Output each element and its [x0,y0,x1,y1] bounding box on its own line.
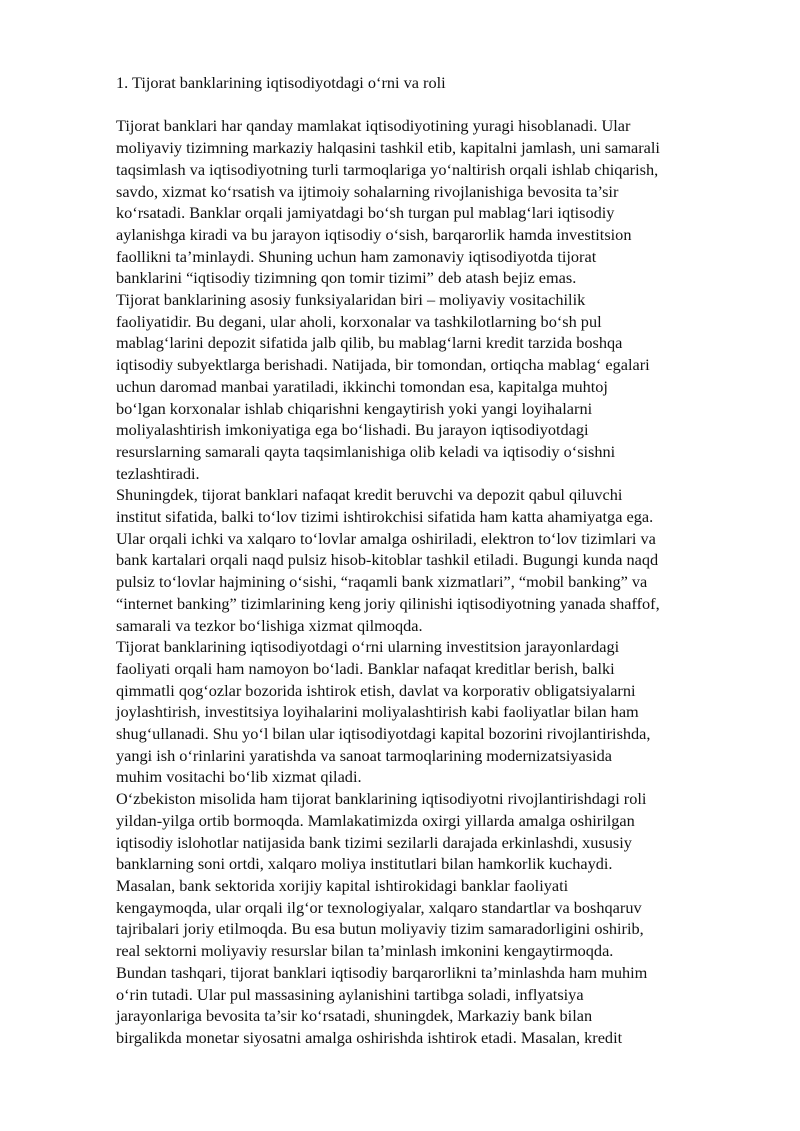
text-line: Bundan tashqari, tijorat banklari iqtisodiy barqarorlikni ta’minlashda ham muhim [116,962,648,982]
paragraph [116,289,746,484]
text-line: real sektorni moliyaviy resurslar bilan ta’minlash imkonini kengaytirmoqda. [116,941,614,961]
text-line: yildan-yilga ortib bormoqda. Mamlakatimizda oxirgi yillarda amalga oshirilgan [116,810,635,830]
text-line: mablag‘larini depozit sifatida jalb qilib, bu mablag‘larni kredit tarzida boshqa [116,333,623,353]
text-line: savdo, xizmat ko‘rsatish va ijtimoiy sohalarning rivojlanishiga bevosita ta’sir [116,181,619,201]
text-line: samarali va tezkor bo‘lishiga xizmat qilmoqda. [116,615,423,635]
heading-spacer [116,94,746,116]
text-line: ko‘rsatadi. Banklar orqali jamiyatdagi bo‘sh turgan pul mablag‘lari iqtisodiy [116,203,615,223]
text-line: banklarning soni ortdi, xalqaro moliya institutlari bilan hamkorlik kuchaydi. [116,854,613,874]
text-line: tajribalari joriy etilmoqda. Bu esa butun moliyaviy tizim samaradorligini oshirib, [116,919,644,939]
document-page [116,72,746,1049]
text-line: o‘rin tutadi. Ular pul massasining aylanishini tartibga soladi, inflyatsiya [116,984,584,1004]
text-line: qimmatli qog‘ozlar bozorida ishtirok etish, davlat va korporativ obligatsiyalarni [116,680,636,700]
paragraph [116,115,746,289]
paragraph [116,962,746,1049]
text-line: muhim vositachi bo‘lib xizmat qiladi. [116,767,362,787]
text-line: institut sifatida, balki to‘lov tizimi ishtirokchisi sifatida ham katta ahamiyatga ega. [116,507,654,527]
text-line: Tijorat banklarining asosiy funksiyalaridan biri – moliyaviy vositachilik [116,290,586,310]
text-line: moliyaviy tizimning markaziy halqasini tashkil etib, kapitalni jamlash, uni samarali [116,138,660,158]
paragraph [116,788,746,962]
text-line: Tijorat banklarining iqtisodiyotdagi o‘rni ularning investitsion jarayonlardagi [116,637,620,657]
text-line: uchun daromad manbai yaratiladi, ikkinchi tomondan esa, kapitalga muhtoj [116,376,608,396]
text-line: faoliyatidir. Bu degani, ular aholi, korxonalar va tashkilotlarning bo‘sh pul [116,311,602,331]
text-line: “internet banking” tizimlarining keng joriy qilinishi iqtisodiyotning yanada shaffof, [116,593,660,613]
text-line: aylanishga kiradi va bu jarayon iqtisodiy o‘sish, barqarorlik hamda investitsion [116,224,632,244]
text-line: kengaymoqda, ular orqali ilg‘or texnologiyalar, xalqaro standartlar va boshqaruv [116,897,642,917]
text-line: shug‘ullanadi. Shu yo‘l bilan ular iqtisodiyotdagi kapital bozorini rivojlantirishda, [116,724,651,744]
text-line: tezlashtiradi. [116,463,200,483]
text-line: resurslarning samarali qayta taqsimlanishiga olib keladi va iqtisodiy o‘sishni [116,441,616,461]
text-line: pulsiz to‘lovlar hajmining o‘sishi, “raqamli bank xizmatlari”, “mobil banking” va [116,572,648,592]
document-body [116,115,746,1048]
text-line: iqtisodiy subyektlarga berishadi. Natijada, bir tomondan, ortiqcha mablag‘ egalari [116,355,650,375]
text-line: O‘zbekiston misolida ham tijorat banklarining iqtisodiyotni rivojlantirishdagi roli [116,789,647,809]
text-line: Ular orqali ichki va xalqaro to‘lovlar amalga oshiriladi, elektron to‘lov tizimlari va [116,528,656,548]
text-line: jarayonlariga bevosita ta’sir ko‘rsatadi, shuningdek, Markaziy bank bilan [116,1006,593,1026]
text-line: joylashtirish, investitsiya loyihalarini moliyalashtirish kabi faoliyatlar bilan ham [116,702,639,722]
text-line: Tijorat banklari har qanday mamlakat iqtisodiyotining yuragi hisoblanadi. Ular [116,116,631,136]
text-line: Masalan, bank sektorida xorijiy kapital ishtirokidagi banklar faoliyati [116,876,569,895]
text-line: moliyalashtirish imkoniyatiga ega bo‘lishadi. Bu jarayon iqtisodiyotdagi [116,420,589,440]
text-line: bo‘lgan korxonalar ishlab chiqarishni kengaytirish yoki yangi loyihalarni [116,398,593,418]
text-line: bank kartalari orqali naqd pulsiz hisob-kitoblar tashkil etiladi. Bugungi kunda naqd [116,550,659,570]
text-line: faoliyati orqali ham namoyon bo‘ladi. Banklar nafaqat kreditlar berish, balki [116,658,615,678]
text-line: birgalikda monetar siyosatni amalga oshirishda ishtirok etadi. Masalan, kredit [116,1027,623,1047]
text-line: iqtisodiy islohotlar natijasida bank tizimi sezilarli darajada erkinlashdi, xususiy [116,832,632,852]
text-line: taqsimlash va iqtisodiyotning turli tarmoqlariga yo‘naltirish orqali ishlab chiqarish, [116,159,659,179]
paragraph [116,636,746,788]
text-line: banklarini “iqtisodiy tizimning qon tomir tizimi” deb atash bejiz emas. [116,268,577,288]
text-line: yangi ish o‘rinlarini yaratishda va sanoat tarmoqlarining modernizatsiyasida [116,745,612,765]
text-line: faollikni ta’minlaydi. Shuning uchun ham zamonaviy iqtisodiyotda tijorat [116,246,597,266]
paragraph [116,484,746,636]
text-line: Shuningdek, tijorat banklari nafaqat kredit beruvchi va depozit qabul qiluvchi [116,485,623,505]
section-heading: 1. Tijorat banklarining iqtisodiyotdagi o‘rni va roli [116,73,446,92]
